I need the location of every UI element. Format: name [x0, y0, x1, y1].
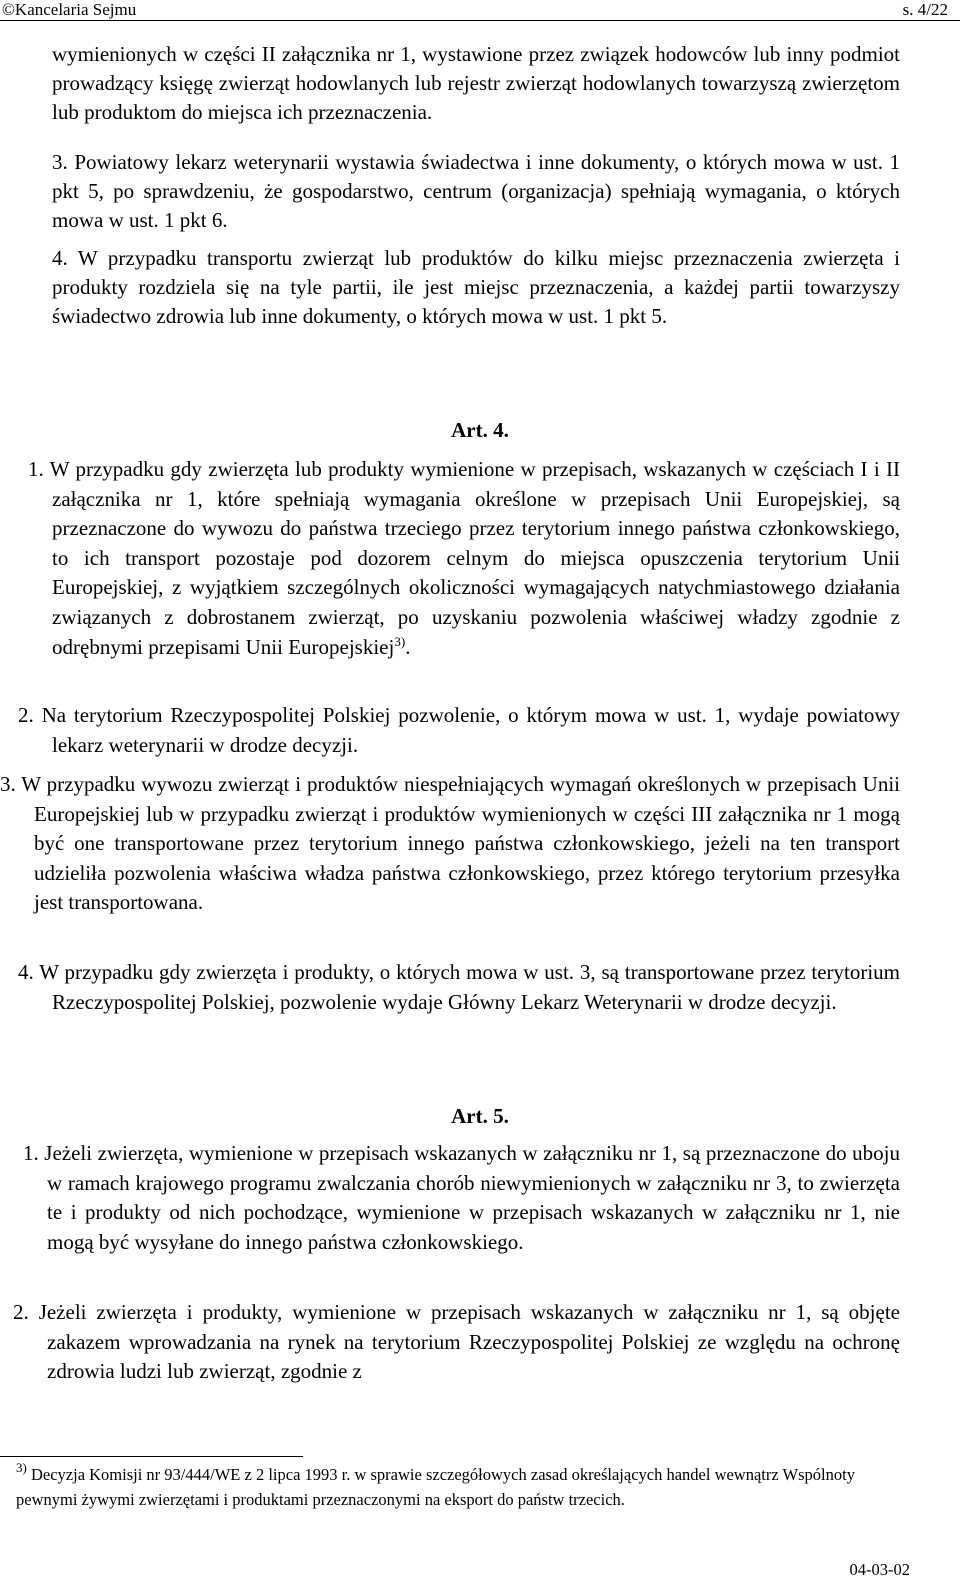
paragraph-text: Na terytorium Rzeczypospolitej Polskiej pozwolenie, o którym mowa w ust. 1, wydaje powiatowy lekarz weterynarii w drodze decyzji. — [41, 703, 901, 757]
paragraph-number: 4. — [52, 246, 68, 270]
footnote — [16, 1462, 916, 1512]
footnote-reference: 3) — [394, 633, 406, 649]
paragraph-number: 1. — [28, 457, 44, 481]
paragraph-number: 2. — [18, 703, 34, 727]
art4-paragraph-3 — [0, 770, 901, 918]
paragraph-text: Jeżeli zwierzęta, wymienione w przepisach wskazanych w załączniku nr 1, są przeznaczone do uboju w ramach krajowego programu zwalczania chorób niewymienionych w załączniku nr 3, to zwierzęta te i produkty od nich pochodzące, wymienione w przepisach wskazanych w załączniku nr 1, nie mogą być wysyłane do innego państwa członkowskiego. — [44, 1141, 900, 1254]
paragraph-number: 3. — [52, 150, 68, 174]
paragraph-text: W przypadku gdy zwierzęta lub produkty wymienione w przepisach, wskazanych w częściach I i II załącznika nr 1, które spełniają wymagania określone w przepisach Unii Europejskiej, są przeznaczone do wywozu do państwa trzeciego przez terytorium innego państwa członkowskiego, to ich transport pozostaje pod dozorem celnym do miejsca opuszczenia terytorium Unii Europejskiej, z wyjątkiem szczególnych okoliczności wymagających natychmiastowego działania związanych z dobrostanem zwierząt, po uzyskaniu pozwolenia właściwej władzy zgodnie z odrębnymi przepisami Unii Europejskiej — [49, 457, 900, 659]
art4-paragraph-2 — [18, 701, 901, 760]
footer-date: 04-03-02 — [849, 1560, 910, 1579]
paragraph-text: W przypadku transportu zwierząt lub produktów do kilku miejsc przeznaczenia zwierzęta i produkty rozdziela się na tyle partii, ile jest miejsc przeznaczenia, a każdej partii towarzyszy świadectwo zdrowia lub inne dokumenty, o których mowa w ust. 1 pkt 5. — [52, 246, 901, 328]
paragraph-number: 4. — [18, 960, 34, 984]
art5-paragraph-2 — [13, 1298, 900, 1387]
paragraph-text: Jeżeli zwierzęta i produkty, wymienione w przepisach wskazanych w załączniku nr 1, są objęte zakazem wprowadzania na rynek na terytorium Rzeczypospolitej Polskiej ze względu na ochronę zdrowia ludzi lub zwierząt, zgodnie z — [38, 1300, 900, 1384]
art4-heading: Art. 4. — [451, 418, 509, 442]
paragraph-number: 2. — [13, 1300, 29, 1324]
art4-paragraph-1: 1. W przypadku gdy zwierzęta lub produkty wymienione w przepisach, wskazanych w częściach I i II załącznika nr 1, które spełniają wymagania określone w przepisach Unii Europejskiej, są przeznaczone do wywozu do państwa trzeciego przez terytorium innego państwa członkowskiego, to ich transport pozostaje pod dozorem celnym do miejsca opuszczenia terytorium Unii Europejskiej, z wyjątkiem szczególnych okoliczności wymagających natychmiastowego działania związanych z dobrostanem zwierząt, po uzyskaniu pozwolenia właściwej władzy zgodnie z odrębnymi przepisami Unii Europejskiej$^{3)}$. — [28, 457, 900, 659]
paragraph-number: 1. — [23, 1141, 39, 1165]
header-rule — [0, 20, 960, 21]
header-page-number: s. 4/22 — [902, 0, 948, 19]
footnote-text: Decyzja Komisji nr 93/444/WE z 2 lipca 1993 r. w sprawie szczegółowych zasad określających handel wewnątrz Wspólnoty pewnymi żywymi zwierzętami i produktami przeznaczonymi na eksport do państw trzecich. — [16, 1465, 855, 1509]
art4-paragraph-4 — [18, 958, 901, 1017]
header-copyright: ©Kancelaria Sejmu — [2, 0, 137, 19]
art3-paragraph-4 — [52, 244, 900, 331]
art3-paragraph-3 — [52, 148, 900, 235]
paragraph-number: 3. — [0, 772, 16, 796]
art5-paragraph-1 — [23, 1139, 900, 1257]
footnote-marker: 3) — [16, 1460, 27, 1475]
continuation-paragraph: wymienionych w części II załącznika nr 1, wystawione przez związek hodowców lub inny podmiot prowadzący księgę zwierząt hodowlanych lub rejestr zwierząt hodowlanych towarzyszą zwierzętom lub produktom do miejsca ich przeznaczenia. — [52, 42, 900, 124]
art5-heading: Art. 5. — [451, 1104, 509, 1128]
paragraph-text: Powiatowy lekarz weterynarii wystawia świadectwa i inne dokumenty, o których mowa w ust. 1 pkt 5, po sprawdzeniu, że gospodarstwo, centrum (organizacja) spełniają wymagania, o których mowa w ust. 1 pkt 6. — [52, 150, 901, 232]
page-header — [0, 0, 960, 22]
paragraph-text: W przypadku wywozu zwierząt i produktów niespełniających wymagań określonych w przepisach Unii Europejskiej lub w przypadku zwierząt i produktów wymienionych w części III załącznika nr 1 mogą być one transportowane przez terytorium innego państwa członkowskiego, jeżeli na ten transport udzieliła pozwolenia właściwa władza państwa członkowskiego, przez którego terytorium przesyłka jest transportowana. — [21, 772, 901, 915]
paragraph-text: W przypadku gdy zwierzęta i produkty, o których mowa w ust. 3, są transportowane przez terytorium Rzeczypospolitej Polskiej, pozwolenie wydaje Główny Lekarz Weterynarii w drodze decyzji. — [39, 960, 901, 1014]
footnote-separator — [0, 1456, 303, 1457]
